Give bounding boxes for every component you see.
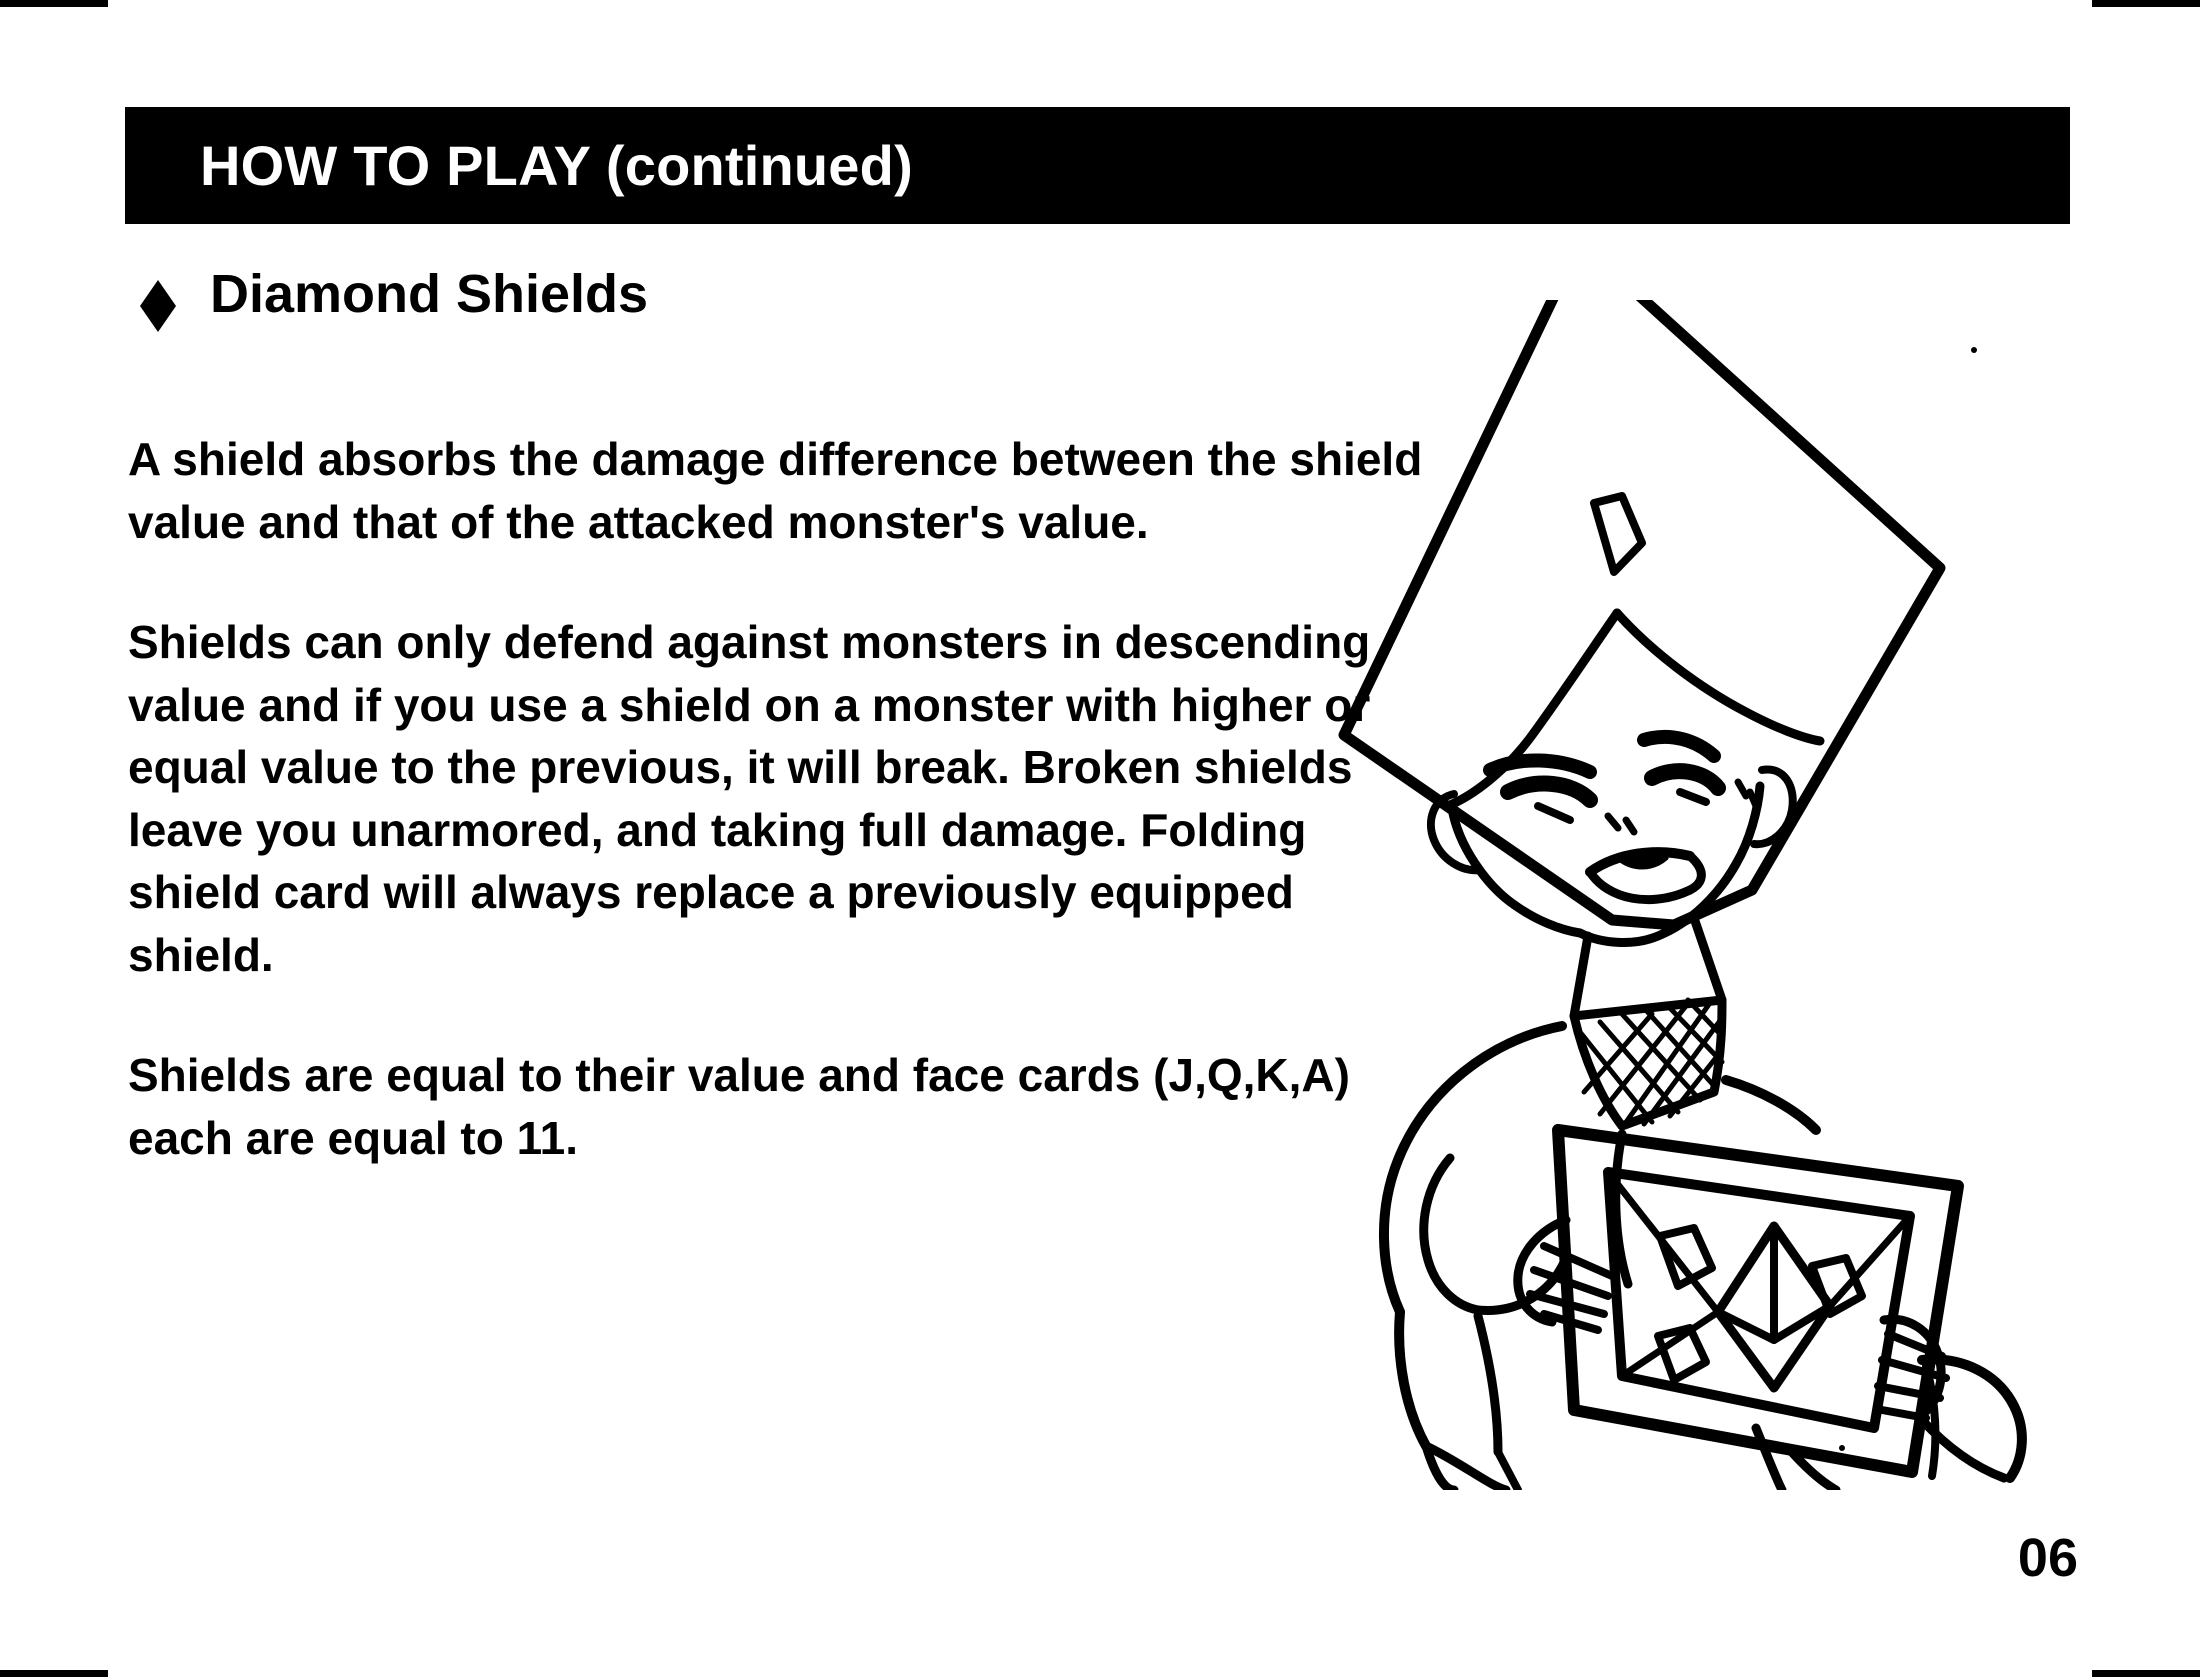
section-heading-label: Diamond Shields bbox=[210, 264, 649, 324]
crop-mark-bottom-right bbox=[2092, 1670, 2200, 1677]
paragraph-2: Shields can only defend against monsters in descending value and if you use a shield on a monster with higher or equal value to the previous, it will break. Broken shields leave you unarmored, and taking full damage. Folding shield card will always replace a previously equipped shield. bbox=[128, 616, 1371, 981]
paragraph-3: Shields are equal to their value and face cards (J,Q,K,A) each are equal to 11. bbox=[128, 1049, 1350, 1164]
crop-mark-top-left bbox=[0, 0, 108, 7]
diamond-shield-character-illustration bbox=[1322, 300, 2042, 1490]
page-header-bar bbox=[125, 107, 2070, 224]
crop-mark-bottom-left bbox=[0, 1670, 108, 1677]
crop-mark-top-right bbox=[2092, 0, 2200, 7]
section-heading bbox=[140, 263, 648, 325]
diamond-suit-icon bbox=[140, 280, 176, 306]
page-title: HOW TO PLAY (continued) bbox=[200, 134, 913, 197]
paragraph-1: A shield absorbs the damage difference between the shield value and that of the attacked monster's value. bbox=[128, 433, 1423, 548]
body-copy bbox=[128, 428, 1428, 1169]
page-number: 06 bbox=[2017, 1528, 2078, 1588]
